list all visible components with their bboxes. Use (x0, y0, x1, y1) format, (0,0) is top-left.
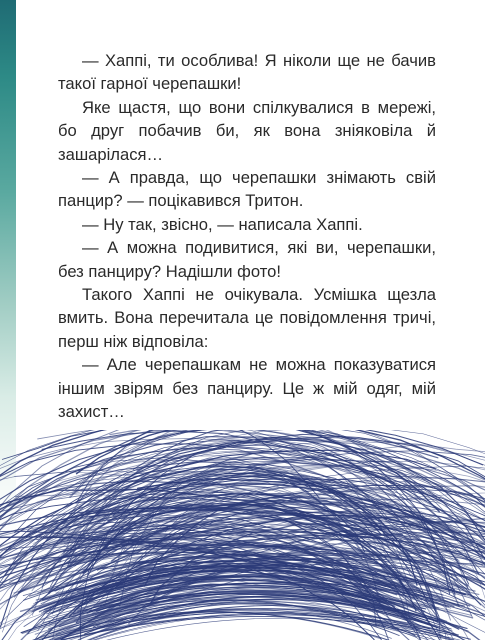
paragraph: Такого Хаппі не очікувала. Усмішка щезла вмить. Вона перечитала це повідомлення тричі, перш ніж відповіла: (58, 285, 436, 351)
paragraph: — Ну так, звісно, — написала Хаппі. (82, 214, 363, 234)
paragraph: — А правда, що черепашки знімають свій панцир? — поцікавився Тритон. (58, 168, 436, 211)
pen-scribble-illustration (0, 430, 485, 640)
paragraph: — А можна подивитися, які ви, черепашки, без панциру? Надішли фото! (58, 238, 436, 281)
paragraph: Яке щастя, що вони спілкувалися в мережі, бо друг побачив би, як вона зніяковіла й зашарілася… (58, 97, 436, 164)
paragraph: — Але черепашкам не можна показуватися іншим звірям без панциру. Це ж мій одяг, мій захист… (58, 355, 436, 422)
paragraph: — Хаппі, ти особлива! Я ніколи ще не бачив такої гарної черепашки! (58, 51, 436, 94)
story-text (58, 49, 436, 424)
